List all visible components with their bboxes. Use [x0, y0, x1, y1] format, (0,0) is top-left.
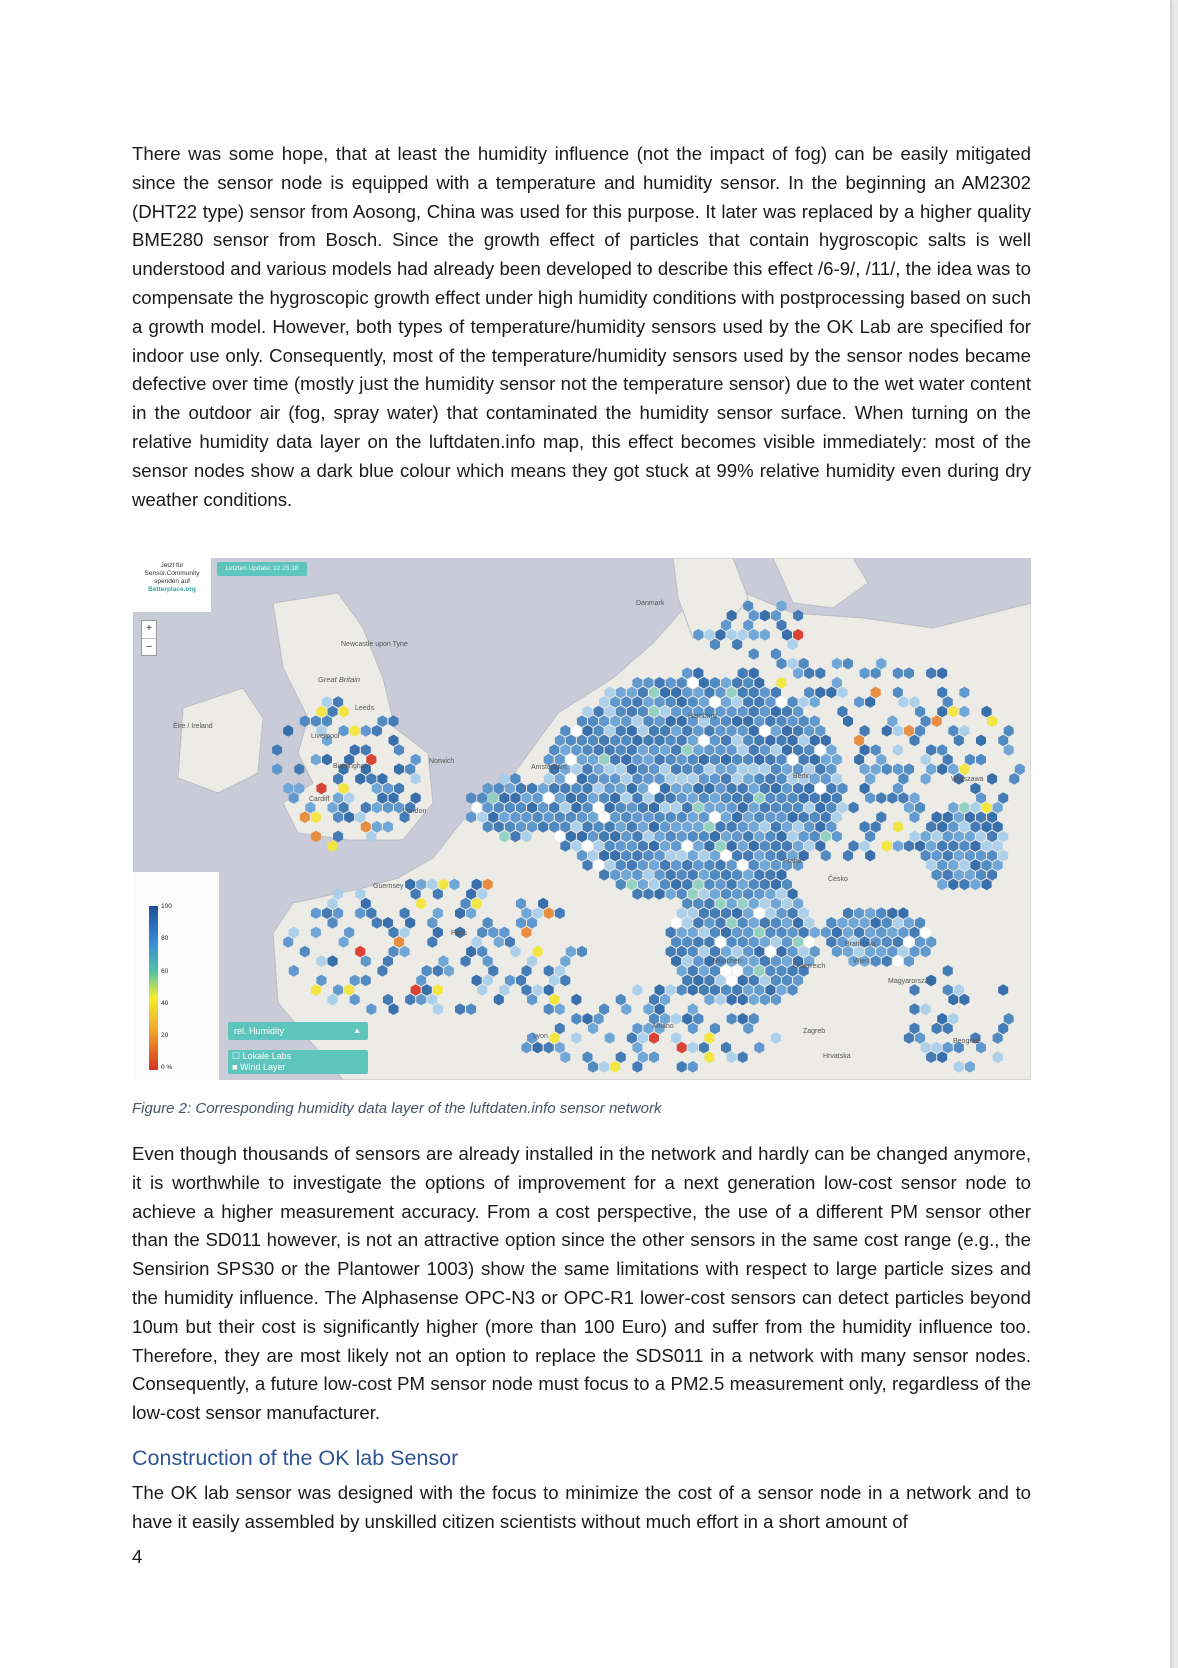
legend-tick-60: 60: [161, 968, 169, 975]
map-label-birmingham: Birmingham: [333, 763, 371, 770]
map-label-milano: Milano: [653, 1023, 674, 1030]
donate-link[interactable]: Betterplace.org: [148, 586, 196, 593]
map-label-praha: Praha: [783, 858, 802, 865]
layer-toggle-panel: [228, 1050, 368, 1074]
map-label-magyarorszag: Magyarország: [888, 978, 933, 985]
body-paragraph-improvement: Even though thousands of sensors are already installed in the network and hardly can be changed anymore, it is worthwhile to investigate the options of improvement for a next generation low-cost sensor node to achieve a higher measurement accuracy. From a cost perspective, the use of a different PM sensor other than the SD011 however, is not an attractive option since the other sensors in the same cost range (e.g., the Sensirion SPS30 or the Plantower 1003) show the same limitations with respect to large particle sizes and the humidity influence. The Alphasense OPC-N3 or OPC-R1 lower-cost sensors can detect particles beyond 10um but their cost is significantly higher (more than 100 Euro) and suffer from the humidity influence too. Therefore, they are most likely not an option to replace the SDS011 in a network with many sensor nodes. Consequently, a future low-cost PM sensor node must focus to a PM2.5 measurement only, regardless of the low-cost sensor manufacturer.: [132, 1143, 1031, 1424]
zoom-control: [141, 620, 157, 656]
legend-tick-100: 100: [161, 903, 172, 910]
legend-tick-80: 80: [161, 935, 169, 942]
data-layer-select-label: rel. Humidity: [234, 1026, 285, 1036]
donate-line-1: Jetzt für: [160, 562, 184, 569]
data-layer-select[interactable]: [228, 1022, 368, 1040]
map-label-norwich: Norwich: [429, 758, 455, 765]
map-label-paris: Paris: [451, 930, 467, 937]
map-label-hamburg: Hamburg: [688, 713, 717, 720]
toggle-wind-layer-label: Wind Layer: [239, 1062, 286, 1072]
legend-tick-0: 0 %: [161, 1064, 173, 1071]
checkbox-icon: ☐: [232, 1051, 241, 1061]
map-label-bratislava: Bratislava: [845, 941, 876, 948]
legend-tick-20: 20: [161, 1032, 169, 1039]
map-canvas: [133, 558, 1031, 1080]
map-label-newcastle: Newcastle upon Tyne: [341, 641, 408, 648]
zoom-in-button[interactable]: +: [146, 623, 152, 634]
map-label-liverpool: Liverpool: [311, 733, 340, 740]
map-label-guernsey: Guernsey: [373, 883, 404, 890]
map-label-danmark: Danmark: [636, 600, 665, 607]
map-label-osterreich: Österreich: [793, 963, 826, 970]
last-update-badge: Letzten Update: 12:25:18: [217, 562, 307, 576]
map-label-wien: Wien: [853, 958, 869, 965]
map-label-munchen: München: [713, 958, 742, 965]
body-paragraph-humidity: There was some hope, that at least the humidity influence (not the impact of fog) can be easily mitigated since the sensor node is equipped with a temperature and humidity sensor. In the beginning an AM2302 (DHT22 type) sensor from Aosong, China was used for this purpose. It later was replaced by a higher quality BME280 sensor from Bosch. Since the growth effect of particles that contain hygroscopic salts is well understood and various models had already been developed to describe this effect /6-9/, /11/, the idea was to compensate the hygroscopic growth effect under high humidity conditions with postprocessing based on such a growth model. However, both types of temperature/humidity sensors used by the OK Lab are specified for indoor use only. Consequently, most of the temperature/humidity sensors used by the sensor nodes became defective over time (mostly just the humidity sensor not the temperature sensor) due to the wet water content in the outdoor air (fog, spray water) that contaminated the humidity sensor surface. When turning on the relative humidity data layer on the luftdaten.info map, this effect becomes visible immediately: most of the sensor nodes show a dark blue colour which means they got stuck at 99% relative humidity even during dry weather conditions.: [132, 143, 1031, 510]
humidity-map-figure: [133, 558, 1031, 1080]
toggle-lokale-labs-label: Lokale Labs: [242, 1051, 292, 1061]
triangle-up-icon: ▲: [353, 1026, 361, 1035]
map-label-london: London: [403, 808, 427, 815]
toggle-lokale-labs[interactable]: [232, 1051, 364, 1062]
map-label-berlin: Berlin: [793, 773, 811, 780]
donate-box[interactable]: [133, 558, 211, 612]
donate-line-3: spenden auf: [154, 578, 190, 585]
legend-tick-40: 40: [161, 1000, 169, 1007]
donate-line-2: Sensor.Community: [144, 570, 200, 577]
map-label-cardiff: Cardiff: [309, 796, 330, 803]
map-label-zagreb: Zagreb: [803, 1028, 826, 1035]
body-paragraph-construction: The OK lab sensor was designed with the focus to minimize the cost of a sensor node in a network and to have it easily assembled by unskilled citizen scientists without much effort in a short amount of: [132, 1482, 1031, 1532]
map-label-amsterdam: Amsterdam: [531, 764, 567, 771]
figure-caption: Figure 2: Corresponding humidity data layer of the luftdaten.info sensor network: [132, 1100, 662, 1117]
legend-color-scale: [149, 906, 158, 1070]
map-label-beograd: Beograd: [953, 1038, 980, 1045]
zoom-out-button[interactable]: –: [146, 641, 152, 652]
humidity-legend: [133, 872, 219, 1080]
map-label-lyon: Lyon: [533, 1033, 548, 1040]
page-number: 4: [132, 1546, 143, 1567]
toggle-wind-layer[interactable]: [232, 1062, 364, 1073]
map-label-great-britain: Great Britain: [318, 675, 361, 684]
map-label-cesko: Česko: [828, 876, 848, 883]
map-label-warszawa: Warszawa: [951, 776, 984, 783]
section-heading: Construction of the OK lab Sensor: [132, 1446, 459, 1470]
map-label-leeds: Leeds: [355, 705, 375, 712]
map-label-ireland: Éire / Ireland: [173, 723, 213, 730]
map-label-hrvatska: Hrvatska: [823, 1053, 851, 1060]
checkbox-icon: ■: [232, 1062, 238, 1072]
